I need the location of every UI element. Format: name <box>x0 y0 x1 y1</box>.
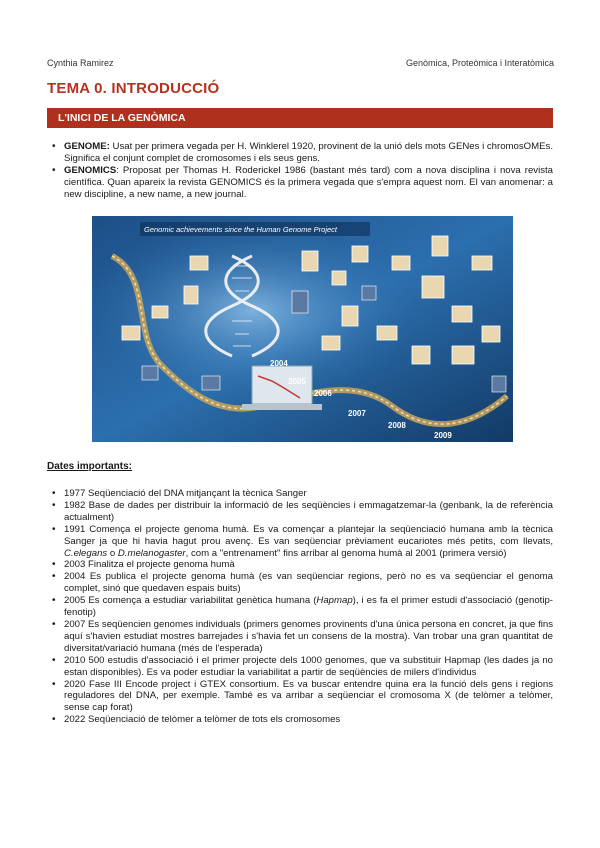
term-genome: GENOME: <box>64 141 110 152</box>
list-item: • 2004 Es publica el projecte genoma humà (es van seqüenciar regions, però no es va seqüenciar el genoma complet, sinó que quedaven espais buits) <box>52 571 553 595</box>
list-item: • 2005 Es comença a estudiar variabilitat genètica humana (Hapmap), i es fa el primer estudi d'associació (genotip-fenotip) <box>52 595 553 619</box>
list-item: • 2020 Fase III Encode project i GTEX consortium. Es va buscar entendre quina era la funció dels gens i regions reguladores del DNA, per exemple. També es va arribar a seqüenciar el cromosoma X (de telòmer a telòmer, sense cap forat) <box>52 679 553 715</box>
list-item <box>52 165 553 201</box>
definition-genomics: : Proposat per Thomas H. Roderickel 1986 (bastant més tard) com a nova disciplina i nova revista científica. Quan apareix la revista GENOMICS és la primera vegada que s'empra aquest nom. El van anomenar: a new discipline, a new name, a new journal. <box>64 164 553 200</box>
header-course: Genòmica, Proteòmica i Interatòmica <box>405 58 554 68</box>
definition-genome: Usat per primera vegada per H. Winklerel 1920, provinent de la unió dels mots GENes i chromosOMEs. Significa el conjunt complet de cromosomes i els seus gens. <box>64 141 553 164</box>
year-label: 2004 <box>270 359 288 368</box>
year-label: 2008 <box>388 421 406 430</box>
intro-list <box>52 141 553 201</box>
dates-heading: Dates importants: <box>47 461 133 472</box>
year-label: 2009 <box>434 431 452 440</box>
dates-list <box>52 488 553 726</box>
term-genomics: GENOMICS <box>64 164 117 176</box>
year-label: 2006 <box>314 389 332 398</box>
list-item: • 1977 Seqüenciació del DNA mitjançant la tècnica Sanger <box>52 488 553 500</box>
list-item: • 2022 Seqüenciació de telòmer a telòmer de tots els cromosomes <box>52 714 553 726</box>
list-item: • 1982 Base de dades per distribuir la informació de les seqüències i emmagatzemar-la (genbank, la de referència actualment) <box>52 500 553 524</box>
list-item: • 2007 Es seqüencien genomes individuals (primers genomes provinents d'una única persona en concret, ja que fins aquí s'havien estudiat mostres barrejades i s'havia fet un consens de la mostra). Van trobar una gran quantitat de diversitat/variació humana (més de l'esperada) <box>52 619 553 655</box>
genomic-achievements-figure <box>92 216 513 442</box>
figure-title: Genomic achievements since the Human Genome Project <box>144 225 338 234</box>
list-item: • 2003 Finalitza el projecte genoma humà <box>52 559 553 571</box>
list-item: • 2010 500 estudis d'associació i el primer projecte dels 1000 genomes, que va substituir Hapmap (les dades ja no estan disponibles). Es va poder estudiar la variabilitat a partir de seqüències de milers d'individus <box>52 655 553 679</box>
header-author: Cynthia Ramirez <box>47 58 114 68</box>
list-item <box>52 141 553 165</box>
page-title: TEMA 0. INTRODUCCIÓ <box>47 80 220 97</box>
section-heading: L'INICI DE LA GENÒMICA <box>47 108 553 128</box>
year-label: 2005 <box>288 377 306 386</box>
year-label: 2007 <box>348 409 366 418</box>
list-item: • 1991 Comença el projecte genoma humà. Es va començar a plantejar la seqüenciació humana amb la tècnica Sanger ja que hi havia hagut prou avenç. Es van seqüenciar prèviament eucariotes més petits, com llevats, C.elegans o D.melanogaster, com a "entrenament" fins arribar al genoma humà al 2001 (primera versió) <box>52 524 553 560</box>
